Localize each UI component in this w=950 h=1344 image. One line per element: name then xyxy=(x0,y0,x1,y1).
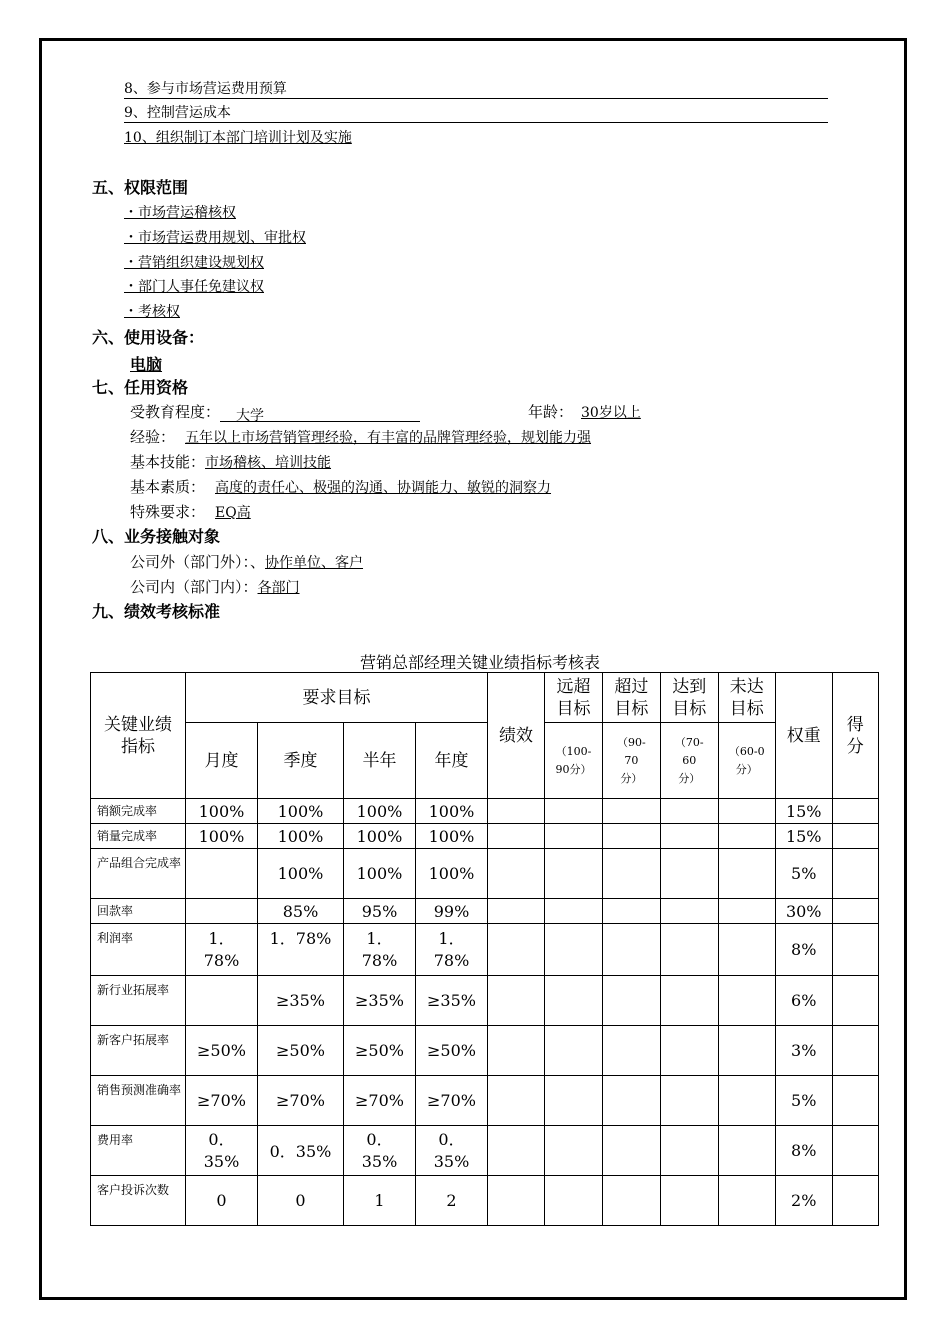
cell-performance xyxy=(488,1076,545,1126)
cell-empty xyxy=(545,976,603,1026)
header-reach-score: （70-60分） xyxy=(660,723,718,799)
cell-year: 100% xyxy=(416,849,488,899)
row-name: 销额完成率 xyxy=(91,799,186,824)
cell-empty xyxy=(603,1076,661,1126)
cell-quarter: 0 xyxy=(258,1176,344,1226)
row-name: 回款率 xyxy=(91,899,186,924)
quality-label: 基本素质： xyxy=(130,478,206,496)
special-row xyxy=(130,502,251,523)
cell-quarter: 100% xyxy=(258,824,344,849)
cell-empty xyxy=(718,899,775,924)
cell-quarter: 100% xyxy=(258,849,344,899)
section-8-heading: 八、业务接触对象 xyxy=(92,527,221,546)
cell-empty xyxy=(545,799,603,824)
cell-half: 100% xyxy=(344,824,416,849)
internal-label: 公司内（部门内）： xyxy=(130,578,258,596)
cell-empty xyxy=(603,849,661,899)
experience-row xyxy=(130,427,591,448)
cell-half: 1 xyxy=(344,1176,416,1226)
cell-year: 100% xyxy=(416,799,488,824)
cell-year: 2 xyxy=(416,1176,488,1226)
authority-item: ・考核权 xyxy=(124,304,180,320)
cell-empty xyxy=(718,1076,775,1126)
header-half: 半年 xyxy=(344,723,416,799)
cell-half: 1．78% xyxy=(344,924,416,976)
cell-year: 99% xyxy=(416,899,488,924)
cell-empty xyxy=(660,824,718,849)
quality-value: 高度的责任心、极强的沟通、协调能力、敏锐的洞察力 xyxy=(215,480,552,496)
cell-year: 1．78% xyxy=(416,924,488,976)
age-value: 30岁以上 xyxy=(581,405,641,421)
special-value: EQ高 xyxy=(215,505,251,521)
row-name: 利润率 xyxy=(91,924,186,976)
quality-row xyxy=(130,477,551,498)
cell-month xyxy=(186,976,258,1026)
internal-value: 各部门 xyxy=(257,580,300,596)
skills-label: 基本技能： xyxy=(130,453,206,471)
age-label: 年龄： xyxy=(528,403,574,421)
cell-score xyxy=(832,899,878,924)
cell-performance xyxy=(488,1026,545,1076)
cell-empty xyxy=(660,1126,718,1176)
cell-empty xyxy=(660,849,718,899)
header-reach: 达到目标 xyxy=(660,673,718,723)
header-far-exceed: 远超目标 xyxy=(545,673,603,723)
cell-quarter: ≥50% xyxy=(258,1026,344,1076)
header-performance: 绩效 xyxy=(488,673,545,799)
cell-empty xyxy=(718,976,775,1026)
cell-half: 100% xyxy=(344,849,416,899)
cell-weight: 6% xyxy=(775,976,832,1026)
age-row xyxy=(528,402,641,423)
cell-empty xyxy=(545,849,603,899)
cell-year: 100% xyxy=(416,824,488,849)
cell-empty xyxy=(718,799,775,824)
external-label: 公司外（部门外）：、 xyxy=(130,553,266,571)
header-quarter: 季度 xyxy=(258,723,344,799)
experience-value: 五年以上市场营销管理经验，有丰富的品牌管理经验，规划能力强 xyxy=(185,430,592,446)
cell-half: 0．35% xyxy=(344,1126,416,1176)
cell-weight: 5% xyxy=(775,849,832,899)
cell-empty xyxy=(718,1026,775,1076)
cell-year: ≥70% xyxy=(416,1076,488,1126)
cell-empty xyxy=(660,976,718,1026)
cell-score xyxy=(832,799,878,824)
cell-empty xyxy=(718,824,775,849)
cell-empty xyxy=(603,824,661,849)
authority-item: ・营销组织建设规划权 xyxy=(124,255,264,271)
cell-weight: 2% xyxy=(775,1176,832,1226)
education-label: 受教育程度： xyxy=(130,403,221,421)
cell-score xyxy=(832,849,878,899)
cell-weight: 5% xyxy=(775,1076,832,1126)
cell-empty xyxy=(545,899,603,924)
header-miss-score: （60-0分） xyxy=(718,723,775,799)
cell-performance xyxy=(488,899,545,924)
equipment-value: 电脑 xyxy=(130,355,163,374)
cell-empty xyxy=(603,799,661,824)
education-row xyxy=(130,402,420,422)
cell-empty xyxy=(603,1126,661,1176)
internal-row xyxy=(130,577,300,598)
section-7-heading: 七、任用资格 xyxy=(92,378,189,397)
cell-quarter: 0．35% xyxy=(258,1126,344,1176)
cell-month: ≥70% xyxy=(186,1076,258,1126)
cell-year: ≥50% xyxy=(416,1026,488,1076)
row-name: 产品组合完成率 xyxy=(91,849,186,899)
cell-weight: 30% xyxy=(775,899,832,924)
row-name: 客户投诉次数 xyxy=(91,1176,186,1226)
cell-half: 95% xyxy=(344,899,416,924)
cell-empty xyxy=(660,1026,718,1076)
row-name: 新客户拓展率 xyxy=(91,1026,186,1076)
authority-item: ・市场营运费用规划、审批权 xyxy=(124,230,306,246)
cell-empty xyxy=(660,799,718,824)
cell-score xyxy=(832,1076,878,1126)
cell-month: 0．35% xyxy=(186,1126,258,1176)
external-row xyxy=(130,552,363,573)
cell-month: 100% xyxy=(186,799,258,824)
cell-half: ≥35% xyxy=(344,976,416,1026)
cell-half: ≥70% xyxy=(344,1076,416,1126)
external-value: 协作单位、客户 xyxy=(265,555,364,571)
cell-month: 100% xyxy=(186,824,258,849)
cell-empty xyxy=(603,1026,661,1076)
cell-empty xyxy=(545,824,603,849)
cell-empty xyxy=(603,924,661,976)
education-value: 大学 xyxy=(220,406,420,422)
row-name: 销量完成率 xyxy=(91,824,186,849)
cell-month: 0 xyxy=(186,1176,258,1226)
cell-empty xyxy=(660,1076,718,1126)
header-month: 月度 xyxy=(186,723,258,799)
cell-empty xyxy=(660,899,718,924)
cell-performance xyxy=(488,849,545,899)
row-name: 费用率 xyxy=(91,1126,186,1176)
cell-empty xyxy=(603,976,661,1026)
cell-weight: 15% xyxy=(775,799,832,824)
section-9-heading: 九、绩效考核标准 xyxy=(92,602,221,621)
authority-item: ・部门人事任免建议权 xyxy=(124,279,264,295)
cell-performance xyxy=(488,799,545,824)
row-name: 销售预测准确率 xyxy=(91,1076,186,1126)
cell-quarter: 85% xyxy=(258,899,344,924)
header-far-exceed-score: （100-90分） xyxy=(545,723,603,799)
kpi-table xyxy=(90,672,879,1226)
header-year: 年度 xyxy=(416,723,488,799)
cell-empty xyxy=(718,924,775,976)
header-exceed-score: （90-70分） xyxy=(603,723,661,799)
cell-score xyxy=(832,1176,878,1226)
header-indicator: 关键业绩指标 xyxy=(91,673,186,799)
cell-score xyxy=(832,1026,878,1076)
cell-performance xyxy=(488,1126,545,1176)
cell-weight: 8% xyxy=(775,1126,832,1176)
cell-empty xyxy=(718,1176,775,1226)
header-targets: 要求目标 xyxy=(186,673,488,723)
experience-label: 经验： xyxy=(130,428,176,446)
cell-empty xyxy=(545,1126,603,1176)
cell-weight: 3% xyxy=(775,1026,832,1076)
cell-month xyxy=(186,899,258,924)
cell-month: 1．78% xyxy=(186,924,258,976)
cell-empty xyxy=(545,1076,603,1126)
cell-half: 100% xyxy=(344,799,416,824)
cell-month xyxy=(186,849,258,899)
special-label: 特殊要求： xyxy=(130,503,206,521)
duty-item-8: 8、参与市场营运费用预算 xyxy=(124,80,828,99)
cell-performance xyxy=(488,924,545,976)
cell-empty xyxy=(545,1026,603,1076)
section-6-heading: 六、使用设备： xyxy=(92,328,205,347)
cell-year: ≥35% xyxy=(416,976,488,1026)
cell-score xyxy=(832,1126,878,1176)
cell-quarter: ≥35% xyxy=(258,976,344,1026)
section-5-heading: 五、权限范围 xyxy=(92,178,189,197)
cell-empty xyxy=(660,924,718,976)
duty-item-10: 10、组织制订本部门培训计划及实施 xyxy=(124,130,352,146)
cell-quarter: 1．78% xyxy=(258,924,344,976)
skills-value: 市场稽核、培训技能 xyxy=(205,455,332,471)
authority-item: ・市场营运稽核权 xyxy=(124,205,236,221)
cell-empty xyxy=(718,1126,775,1176)
cell-performance xyxy=(488,1176,545,1226)
header-score: 得分 xyxy=(832,673,878,799)
table-title: 营销总部经理关键业绩指标考核表 xyxy=(360,653,601,672)
cell-empty xyxy=(545,924,603,976)
cell-quarter: 100% xyxy=(258,799,344,824)
cell-quarter: ≥70% xyxy=(258,1076,344,1126)
skills-row xyxy=(130,452,331,473)
cell-year: 0．35% xyxy=(416,1126,488,1176)
cell-empty xyxy=(603,1176,661,1226)
cell-empty xyxy=(718,849,775,899)
cell-score xyxy=(832,824,878,849)
cell-empty xyxy=(660,1176,718,1226)
cell-weight: 8% xyxy=(775,924,832,976)
header-exceed: 超过目标 xyxy=(603,673,661,723)
cell-empty xyxy=(603,899,661,924)
cell-half: ≥50% xyxy=(344,1026,416,1076)
cell-weight: 15% xyxy=(775,824,832,849)
cell-month: ≥50% xyxy=(186,1026,258,1076)
cell-score xyxy=(832,976,878,1026)
row-name: 新行业拓展率 xyxy=(91,976,186,1026)
duty-item-9: 9、控制营运成本 xyxy=(124,104,828,123)
cell-performance xyxy=(488,824,545,849)
cell-performance xyxy=(488,976,545,1026)
cell-score xyxy=(832,924,878,976)
cell-empty xyxy=(545,1176,603,1226)
header-weight: 权重 xyxy=(775,673,832,799)
header-miss: 未达目标 xyxy=(718,673,775,723)
